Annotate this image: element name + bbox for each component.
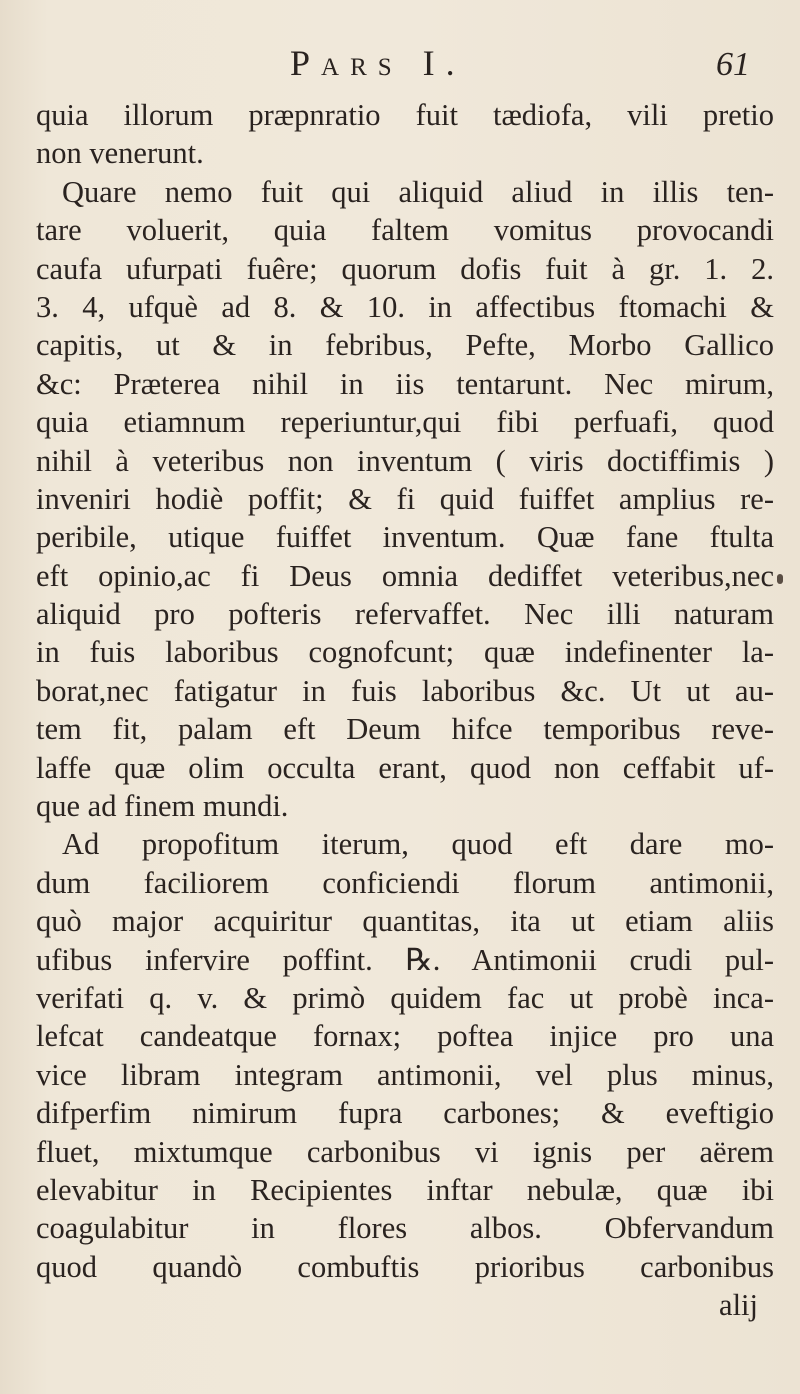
text-line: capitis, ut & in febribus, Pefte, Morbo Gallico: [36, 328, 774, 363]
text-line: eft opinio,ac fi Deus omnia dediffet veteribus,nec: [36, 558, 774, 593]
text-line: 3. 4, ufquè ad 8. & 10. in affectibus ftomachi &: [36, 289, 774, 324]
text-line: borat,nec fatigatur in fuis laboribus &c. Ut ut au-: [36, 673, 774, 708]
text-line: Ad propofitum iterum, quod eft dare mo-: [62, 827, 774, 862]
text-line: inveniri hodiè poffit; & fi quid fuiffet amplius re-: [36, 481, 774, 516]
text-line: tem fit, palam eft Deum hifce temporibus reve-: [36, 712, 774, 747]
text-line: Quare nemo fuit qui aliquid aliud in illis ten-: [62, 174, 774, 209]
text-line: quia illorum præpnratio fuit tædiofa, vili pretio: [36, 98, 774, 132]
body-text: [36, 96, 774, 1325]
text-line: lefcat candeatque fornax; poftea injice pro una: [36, 1019, 774, 1054]
ink-spot: [777, 574, 783, 584]
text-line: peribile, utique fuiffet inventum. Quæ fane ftulta: [36, 520, 774, 555]
text-line: quod quandò combuftis prioribus carbonibus: [36, 1249, 774, 1284]
text-line: fluet, mixtumque carbonibus vi ignis per aërem: [36, 1134, 774, 1169]
text-line: quia etiamnum reperiuntur,qui fibi perfuafi, quod: [36, 405, 774, 440]
text-line: dum faciliorem conficiendi florum antimonii,: [36, 865, 774, 900]
text-line: aliquid pro pofteris refervaffet. Nec illi naturam: [36, 597, 774, 632]
running-title: Pars I.: [290, 43, 466, 83]
text-line: que ad finem mundi.: [36, 789, 289, 824]
text-line: in fuis laboribus cognofcunt; quæ indefinenter la-: [36, 635, 774, 670]
text-line: ufibus infervire poffint. ℞. Antimonii crudi pul-: [36, 942, 774, 977]
text-line: coagulabitur in flores albos. Obfervandum: [36, 1211, 774, 1246]
page-header: [0, 34, 800, 84]
text-line: non venerunt.: [36, 136, 204, 171]
text-line: verifati q. v. & primò quidem fac ut probè inca-: [36, 980, 774, 1015]
text-line: vice libram integram antimonii, vel plus minus,: [36, 1057, 774, 1092]
text-line: &c: Præterea nihil in iis tentarunt. Nec mirum,: [36, 366, 774, 401]
page-number: 61: [716, 46, 750, 83]
text-line: difperfim nimirum fupra carbones; & eveftigio: [36, 1096, 774, 1131]
text-line: tare voluerit, quia faltem vomitus provocandi: [36, 213, 774, 248]
text-line: elevabitur in Recipientes inftar nebulæ, quæ ibi: [36, 1172, 774, 1207]
catchword: alij: [719, 1288, 758, 1323]
text-line: nihil à veteribus non inventum ( viris doctiffimis ): [36, 443, 774, 478]
text-line: caufa ufurpati fuêre; quorum dofis fuit à gr. 1. 2.: [36, 251, 774, 286]
text-line: laffe quæ olim occulta erant, quod non ceffabit uf-: [36, 750, 774, 785]
text-line: quò major acquiritur quantitas, ita ut etiam aliis: [36, 904, 774, 939]
